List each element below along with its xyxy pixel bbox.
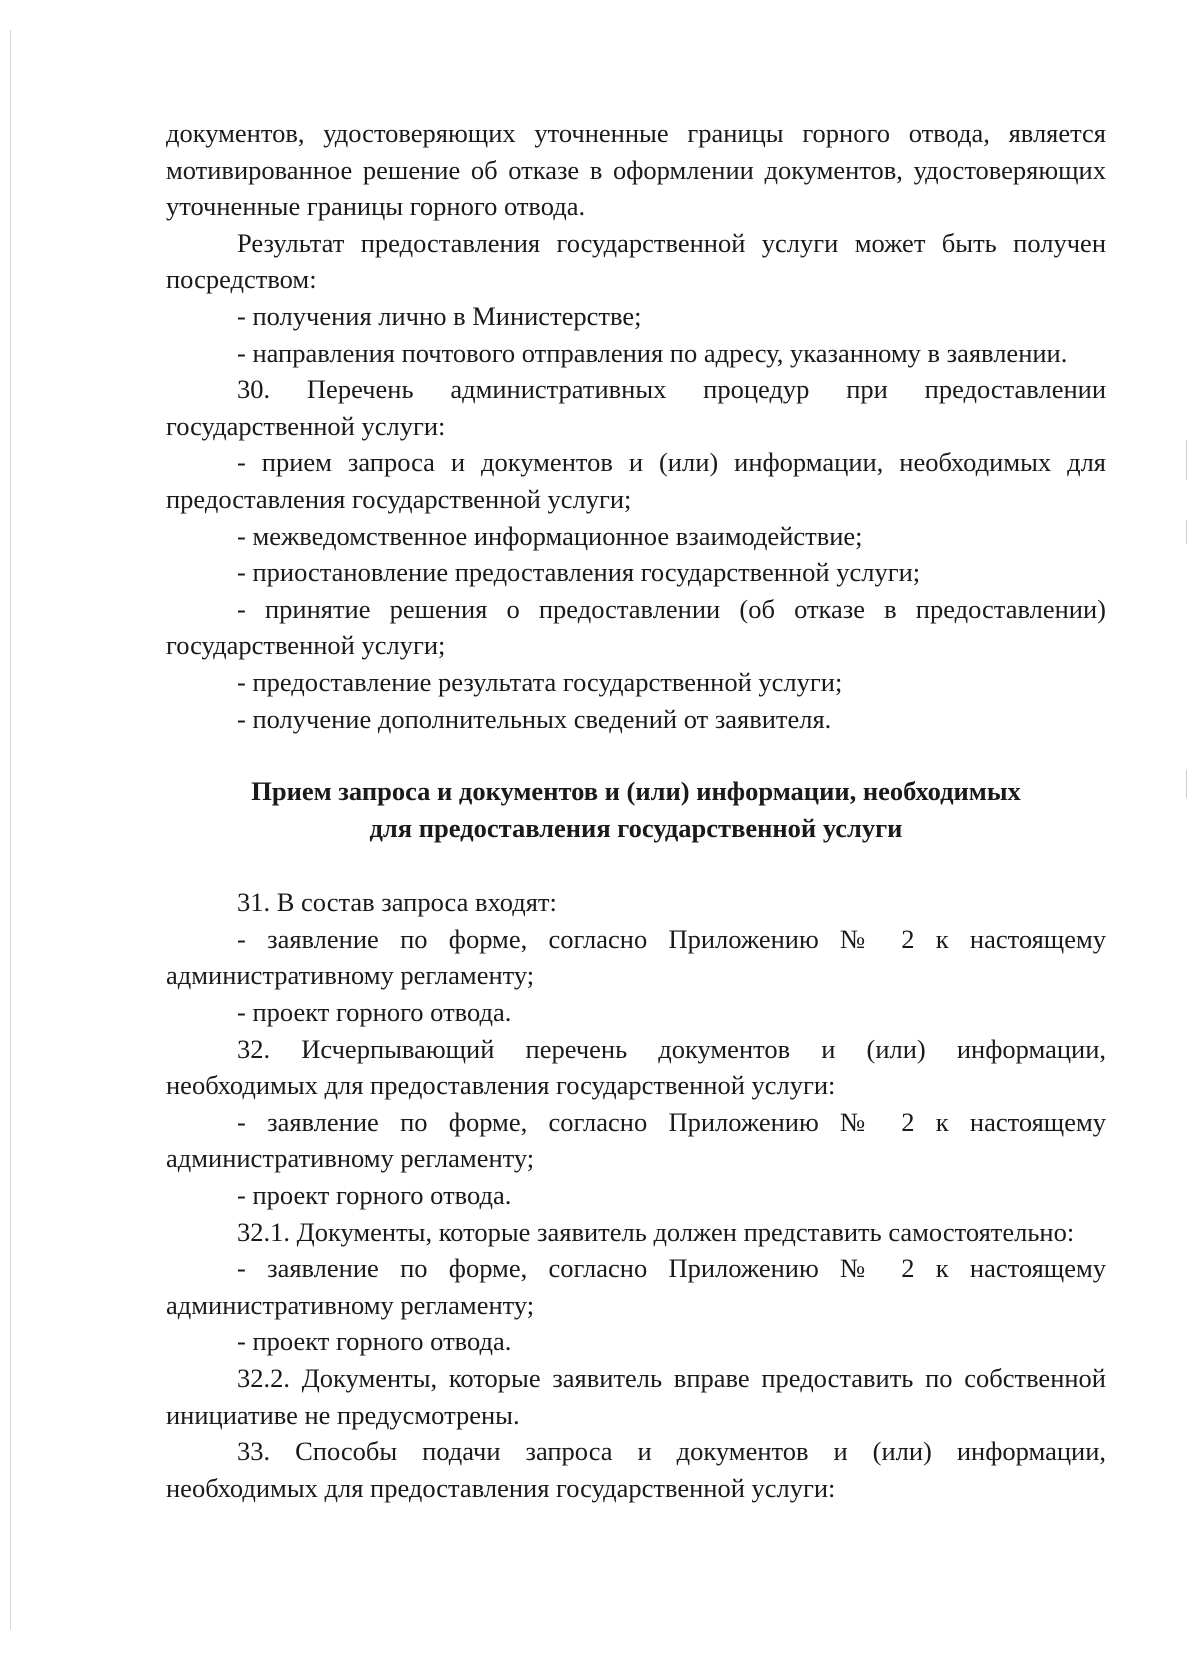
scan-edge-mark xyxy=(1186,520,1187,544)
list-item: - получение дополнительных сведений от заявителя. xyxy=(237,703,832,734)
list-item: - направления почтового отправления по адресу, указанному в заявлении. xyxy=(237,337,1068,368)
list-item: - проект горного отвода. xyxy=(237,1326,512,1357)
list-item: - прием запроса и документов и (или) информации, необходимых для предоставления государственной услуги; xyxy=(166,447,1106,514)
paragraph: документов, удостоверяющих уточненные границы горного отвода, является мотивированное решение об отказе в оформлении документов, удостоверяющих уточненные границы горного отвода. xyxy=(166,118,1106,222)
numbered-paragraph: 32. Исчерпывающий перечень документов и (или) информации, необходимых для предоставления государственной услуги: xyxy=(166,1033,1106,1101)
numbered-paragraph: 33. Способы подачи запроса и документов и (или) информации, необходимых для предоставления государственной услуги: xyxy=(166,1436,1106,1503)
scan-edge-left xyxy=(10,30,11,1630)
list-item: - проект горного отвода. xyxy=(237,997,512,1028)
list-item: - получения лично в Министерстве; xyxy=(237,300,642,331)
list-item: - заявление по форме, согласно Приложению № 2 к настоящему административному регламенту; xyxy=(166,923,1106,991)
list-item: - приостановление предоставления государственной услуги; xyxy=(237,557,921,588)
list-item: - межведомственное информационное взаимодействие; xyxy=(237,520,863,551)
section-heading xyxy=(166,737,1106,884)
scan-edge-mark xyxy=(1186,440,1187,480)
list-item: - заявление по форме, согласно Приложению № 2 к настоящему административному регламенту; xyxy=(166,1253,1106,1320)
numbered-paragraph: 31. В состав запроса входят: xyxy=(237,887,557,918)
section-heading-line: для предоставления государственной услуги xyxy=(369,812,903,843)
list-item: - предоставление результата государственной услуги; xyxy=(237,666,843,697)
scan-edge-mark xyxy=(1186,770,1187,798)
document-body xyxy=(166,115,1106,1506)
list-item: - проект горного отвода. xyxy=(237,1180,512,1211)
list-item: - принятие решения о предоставлении (об отказе в предоставлении) государственной услуги; xyxy=(166,593,1106,661)
list-item: - заявление по форме, согласно Приложению № 2 к настоящему административному регламенту; xyxy=(166,1106,1106,1174)
paragraph: Результат предоставления государственной услуги может быть получен посредством: xyxy=(166,227,1106,295)
numbered-paragraph: 32.2. Документы, которые заявитель вправе предоставить по собственной инициативе не предусмотрены. xyxy=(166,1363,1106,1430)
numbered-paragraph: 32.1. Документы, которые заявитель должен представить самостоятельно: xyxy=(237,1216,1075,1247)
section-heading-line: Прием запроса и документов и (или) информации, необходимых xyxy=(251,776,1021,807)
numbered-paragraph: 30. Перечень административных процедур при предоставлении государственной услуги: xyxy=(166,374,1106,441)
